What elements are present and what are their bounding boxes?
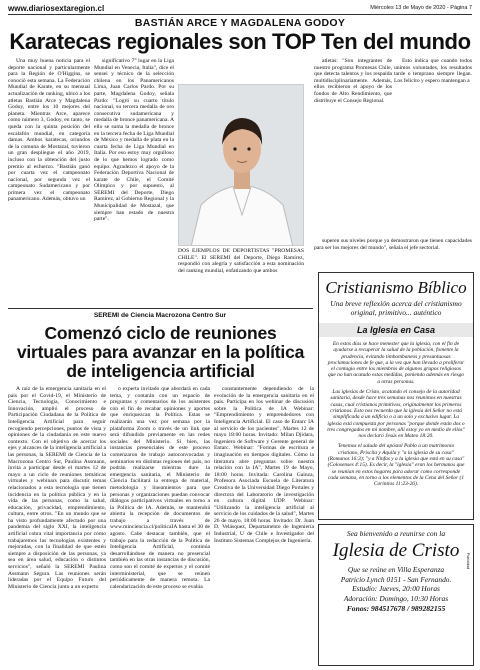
- box-body: [319, 341, 473, 488]
- athlete-illustration: [179, 85, 304, 246]
- section-divider: [8, 308, 313, 309]
- photo-caption: DOS EJEMPLOS DE DEPORTISTAS "PROMESAS CHILE". El SEREMI del Deporte, Diego Ramírez, respondió con alegría y satisfacción a esta nominación del ranking mundial, enfatizando que ambos: [178, 248, 304, 274]
- ad-side-label: Publicidad: [466, 553, 470, 570]
- box-paragraph: Tenemos el saludo del apóstol Pablo a un matrimonio cristiano, Priscila y Aquila y "a la iglesia de su casa" (Romanos 16:3); "y a Ninfas y a la iglesia que está en su casa" (Colosenses 4:15). Es decir, la "iglesia" eran los hermanos que se reunían en estos hogares para adorar como corresponde cada semana, en torno a los elementos de la Cena del Señor (1 Corintios 11:23-26).: [327, 443, 465, 488]
- box-title: Cristianismo Bíblico: [325, 278, 467, 297]
- article-column-6: superen sus niveles porque ya demostraron que tienen capacidades para ser los mejores del mundo", señala el jefe sectorial.: [314, 238, 472, 251]
- ad-phone: Fonos: 984517678 / 989282155: [346, 604, 446, 614]
- box-paragraph: Las iglesias de Cristo, acatando el consejo de la autoridad sanitaria, desde hace tres semanas nos reunimos en nuestras casas, cual cristianos primitivos, originalmente los primeros cristianos. Esto nos recuerda que la iglesia del Señor no está simplificada a un edificio o a un solo y exclusivo lugar. La iglesia está compuesta por personas "porque donde están dos o tres congregados en mi nombre, allí estoy yo en medio de ellos" nos declaró Jesús en Mateo 18:20.: [327, 389, 465, 440]
- ad-line: Estudio: Jueves, 20:00 Horas: [352, 584, 440, 594]
- article-column-2: significativo 7° lugar en la Liga Mundial en Venecia, Italia", dice el sensei y técnico de la selección chilena en los Panamericanos Lima, Juan Carlos Pardo. Por su parte, Magdalena Godoy, señala Pardo: "Logró su cuarto título nacional, su tercera medalla de oro consecutiva sudamericana y medalla de bronce panamericana. A ello se suma la medalla de bronce en la tercera fecha de Liga Mundial de México y medalla de plata en la cuarta fecha de Liga Mundial en Italia. Por eso estoy muy orgulloso de lo que hemos logrado como equipo. Agradezco el apoyo de la Federación Deportiva Nacional de karate de Chile, el Comité Olímpico y por supuesto, al SEREMI del Deporte, Diego Ramírez, al Gobierno Regional y la Municipalidad de Mostazal, que siempre han estado de nuestra parte".: [94, 58, 174, 223]
- ad-welcome: Sea bienvenido a reunirse con la: [346, 529, 446, 538]
- ad-line: Adoración: Domingo, 10:30 Horas: [343, 593, 449, 603]
- ad-church-name: Iglesia de Cristo: [332, 540, 460, 561]
- iglesia-ad: [318, 524, 474, 666]
- ad-line: Patricio Lynch 0151 - San Fernando.: [340, 574, 452, 584]
- ia-column-2: o experta invitado que abordará en cada tema, y contarán con un espacio de preguntas y comentarios de los asistentes con el fin de recabar opiniones y aportes que enriquezcan la Política. Estas se realizarán una vez por semana por la plataforma Zoom o través de un link que será difundido previamente en las redes sociales del Ministerio. Si bien, las instancias presenciales de este proceso comenzaron de trabajo autoconvocadas y seminarios en distintas regiones del país, no podrán realizarse mientras dure la emergencia sanitaria, el Ministerio de Ciencia facilitará la entrega de material, metodología y lineamientos para que personas y organizaciones puedan convocar diálogos participativos virtuales en torno a la Política de IA. Además, se mantendrá abierta la recepción de documentos de trabajo a través de www.minciencia.cl/politicaIA hasta el 30 de agosto. Cabe destacar también, que el trabajo para la redacción de la Política de Inteligencia Artificial, continúa desarrollándose de manera no presencial también en las otras instancias de discusión, como son el comité de expertos y el comité interministerial, que se reúnen periódicamente de manera remota. La calendarización de este proceso se evalúa: [110, 386, 210, 590]
- ia-column-1: A raíz de la emergencia sanitaria en el país por el Covid-19, el Ministerio de Ciencia, Tecnología, Conocimiento e Innovación, amplió el proceso de Participación Ciudadana de la Política de Inteligencia Artificial para seguir recogiendo percepciones, puntos de vista y opiniones de la ciudadanía en este nuevo contexto. Con el objetivo de acercar los ejes y alcances de la inteligencia artificial a las personas, la SEREMI de Ciencia de la Macrozona Centro Sur, Paulina Assmann, invita a participar desde el martes 12 de mayo a un ciclo de reuniones temáticas virtuales y webinars para discutir temas relacionados a esta tecnología que tienen incidencia en la política pública y en la vida de las personas, como la salud, educación, privacidad, emprendimiento, cultura, entre otros. "En un mundo que se ha visto profundamente afectado por una pandemia del siglo XXI, la inteligencia artificial cobra vital importancia por cómo trabajaremos las tecnologías existentes y mejoradas, con la finalidad de que estén siempre a disposición de las personas, ya sea en área salud, educación o distintos servicios", señaló la SEREMI Paulina Assmann Segura. Las reuniones serán lideradas por el Equipo Futuro del Ministerio de Ciencia junto a un experto: [8, 386, 106, 590]
- box-subtitle: Una breve reflexión acerca del cristianismo original, primitivo... auténtico: [330, 299, 462, 317]
- article-column-1: Una muy buena noticia para el deporte nacional y particularmente para la Región de O'Higgins, se conoció esta semana. La Federación Mundial de Karate, en su mensual actualización de ranking, ubicó a los atletas Bastián Arce y Magdalena Godoy, entre los 10 mejores del planeta. Mientras Arce, aparece como número 3, Godoy, en tanto, se queda con la quinta posición del escalafón mundial, en categoría damas. Ambos karatecas, oriundos de la comuna de Mostazal, tuvieron un gran despliegue el año 2019, incluso con la obtención del justo premio al esfuerzo. "Bastián ganó por cuarta vez el campeonato nacional, por segunda vez el campeonato Sudamericano y por primera vez el campeonato panamericano. Además, obtuvo un: [8, 58, 90, 203]
- date-line: Miércoles 13 de Mayo de 2020 - Página 7: [370, 5, 472, 11]
- article-headline-ia: Comenzó ciclo de reuniones virtuales para avanzar en la política de inteligencia artificial: [16, 323, 305, 381]
- box-banner: La Iglesia en Casa: [319, 323, 473, 337]
- article-column-5: Esto indica que cuando todos unimos voluntades, los resultados tarde o temprano siempre llegan. Los felicito y espero mantengan a: [394, 58, 472, 84]
- article-headline: Karatecas regionales son TOP Ten del mundo: [9, 29, 471, 54]
- site-url: www.diariosextaregion.cl: [8, 3, 105, 13]
- ia-column-3: constantemente dependiendo de la evolución de la emergencia sanitaria en el país. Participa en los webinar de discusión sobre la Política de IA Webinar: "Emprendimiento y emprendedores con Inteligencia Artificial. El caso de Entarc IA al servicio de los pacientes", Martes 12 de mayo 18:00 horas. Invitado: Milan Djidara, Ingeniero de Software y Gerente general de Entarc. Webinar: "Formas de escritura e imaginación en tiempos digitales. Cómo la literatura abre preguntas sobre nuestra relación con la IA", Martes 19 de Mayo, 18:00 horas. Invitada: Carolina Gainza, Profesora Asociada Escuela de Literatura Creativa de la Universidad Diego Portales y directora del Laboratorio de investigación en cultura digital UDP. Webinar: "Utilizando la inteligencia artificial al servicio de los cuidados de la salud", Martes 26 de mayo, 18:00 horas. Invitado: Dr. Juan D. Velásquez, Departamento de Ingeniería Industrial, U de Chile e Investigador del Instituto Sistemas Complejos de Ingeniería.: [214, 386, 314, 544]
- article-tag: SEREMI de Ciencia Macrozona Centro Sur: [93, 312, 227, 319]
- karate-athlete-photo: [178, 84, 304, 246]
- cristianismo-box: [318, 272, 474, 520]
- header-rule: [8, 14, 472, 15]
- box-paragraph: En estos días se hace menester que la iglesia, con el fin de ayudarse a recuperar la salud de la población, fomente la prudencia, evitando timbombaneos y presuntuosas proclamaciones de fe que, a la vez que han llevado a proliferar el contagio entre los miembros de algunos grupos religiosos que no han acatado estas medidas, poniendo además en riesgo a otras personas.: [327, 341, 465, 385]
- article-kicker: BASTIÁN ARCE Y MAGDALENA GODOY: [134, 17, 346, 29]
- ad-line: Que se reúne en Villa Esperanza: [347, 565, 445, 574]
- article-column-4: atletas: "Son integrantes de nuestro programa Promesas Chile, que detecta talentos y los respalda multidisciplinariamente. Además, ellos recibieron el apoyo de los fondos de Alto Rendimiento, que distribuye el Consejo Regional.: [314, 58, 392, 104]
